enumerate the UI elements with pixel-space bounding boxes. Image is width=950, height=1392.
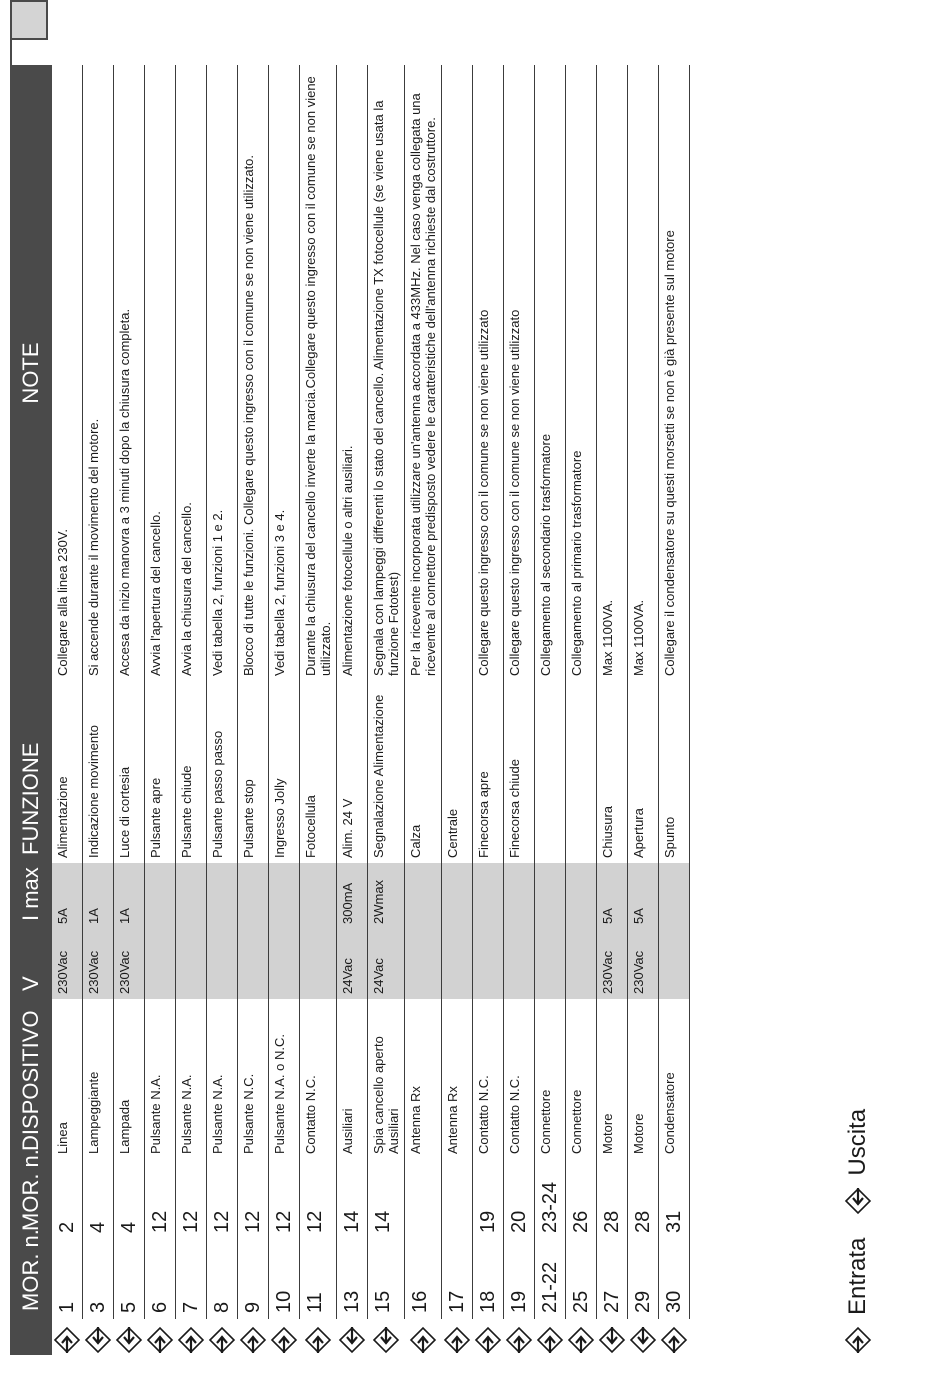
mor-n-1-cell: 15 — [368, 1239, 405, 1319]
mor-n-2-cell: 19 — [473, 1159, 504, 1239]
funzione-cell: Fotocellula — [300, 681, 337, 863]
diamond-arrow-in-icon — [52, 1319, 83, 1355]
i-max-cell — [504, 863, 535, 929]
diamond-arrow-in-icon — [504, 1319, 535, 1355]
note-cell: Vedi tabella 2, funzioni 1 e 2. — [207, 65, 238, 681]
dispositivo-cell: Antenna Rx — [442, 999, 473, 1159]
i-max-cell: 1A — [114, 863, 145, 929]
note-cell: Si accende durante il movimento del motore. — [83, 65, 114, 681]
mor-n-1-cell: 17 — [442, 1239, 473, 1319]
diamond-arrow-out-icon — [597, 1319, 628, 1355]
diamond-arrow-in-icon — [442, 1319, 473, 1355]
funzione-cell: Centrale — [442, 681, 473, 863]
v-cell — [442, 929, 473, 999]
diamond-arrow-in-icon — [269, 1319, 300, 1355]
note-cell: Per la ricevente incorporata utilizzare un'antenna accordata a 433MHz. Nel caso venga collegata una ricevente al connettore predisposto vedere le caratteristiche dell'antenna richieste dal costruttore. — [405, 65, 442, 681]
mor-n-1-cell: 13 — [337, 1239, 368, 1319]
table-row — [52, 65, 83, 1355]
mor-n-1-cell: 8 — [207, 1239, 238, 1319]
mor-n-2-cell — [405, 1159, 442, 1239]
funzione-cell: Indicazione movimento — [83, 681, 114, 863]
table-row — [83, 65, 114, 1355]
mor-n-2-cell: 26 — [566, 1159, 597, 1239]
mor-n-2-cell: 23-24 — [535, 1159, 566, 1239]
diamond-arrow-in-icon — [535, 1319, 566, 1355]
funzione-cell: Segnalazione Alimentazione — [368, 681, 405, 863]
mor-n-2-cell: 12 — [238, 1159, 269, 1239]
i-max-cell — [566, 863, 597, 929]
diamond-arrow-in-icon — [566, 1319, 597, 1355]
table-row — [504, 65, 535, 1355]
funzione-cell: Pulsante apre — [145, 681, 176, 863]
diamond-arrow-in-icon — [405, 1319, 442, 1355]
table-row — [269, 65, 300, 1355]
mor-n-2-cell: 14 — [337, 1159, 368, 1239]
mor-n-1-cell: 10 — [269, 1239, 300, 1319]
dispositivo-cell: Motore — [628, 999, 659, 1159]
mor-n-2-cell: 12 — [176, 1159, 207, 1239]
mor-n-1-cell: 19 — [504, 1239, 535, 1319]
mor-n-2-cell: 12 — [207, 1159, 238, 1239]
funzione-cell: Pulsante passo passo — [207, 681, 238, 863]
funzione-cell: Ingresso Jolly — [269, 681, 300, 863]
funzione-cell: Pulsante chiude — [176, 681, 207, 863]
mor-n-1-cell: 21-22 — [535, 1239, 566, 1319]
terminal-table — [10, 65, 690, 1355]
funzione-cell: Alim. 24 V — [337, 681, 368, 863]
funzione-cell: Luce di cortesia — [114, 681, 145, 863]
diamond-arrow-out-icon — [337, 1319, 368, 1355]
table-row — [535, 65, 566, 1355]
table-row — [207, 65, 238, 1355]
i-max-cell: 300mA — [337, 863, 368, 929]
note-cell: Collegare il condensatore su questi morsetti se non è già presente sul motore — [659, 65, 690, 681]
note-cell: Max 1100VA. — [597, 65, 628, 681]
note-cell: Vedi tabella 2, funzioni 3 e 4. — [269, 65, 300, 681]
note-cell: Collegamento al primario trasformatore — [566, 65, 597, 681]
page-corner-tab — [10, 0, 48, 40]
dispositivo-cell: Connettore — [535, 999, 566, 1159]
i-max-cell: 2Wmax — [368, 863, 405, 929]
note-cell: Avvia la chiusura del cancello. — [176, 65, 207, 681]
diamond-arrow-in-icon — [238, 1319, 269, 1355]
dispositivo-cell: Pulsante N.A. — [207, 999, 238, 1159]
dispositivo-cell: Linea — [52, 999, 83, 1159]
v-cell — [238, 929, 269, 999]
i-max-cell — [535, 863, 566, 929]
table-row — [337, 65, 368, 1355]
table-row — [368, 65, 405, 1355]
i-max-cell — [405, 863, 442, 929]
diamond-arrow-out-icon — [83, 1319, 114, 1355]
mor-n-2-cell — [442, 1159, 473, 1239]
dispositivo-cell: Contatto N.C. — [473, 999, 504, 1159]
i-max-cell — [145, 863, 176, 929]
diamond-arrow-out-icon — [628, 1319, 659, 1355]
mor-n-2-cell: 2 — [52, 1159, 83, 1239]
mor-n-1-cell: 5 — [114, 1239, 145, 1319]
table-row — [114, 65, 145, 1355]
mor-n-1-cell: 1 — [52, 1239, 83, 1319]
diamond-arrow-in-icon — [176, 1319, 207, 1355]
table-row — [659, 65, 690, 1355]
header-funzione: FUNZIONE — [10, 681, 52, 863]
dispositivo-cell: Antenna Rx — [405, 999, 442, 1159]
v-cell — [269, 929, 300, 999]
table-row — [300, 65, 337, 1355]
dispositivo-cell: Motore — [597, 999, 628, 1159]
mor-n-1-cell: 29 — [628, 1239, 659, 1319]
mor-n-1-cell: 11 — [300, 1239, 337, 1319]
i-max-cell — [238, 863, 269, 929]
diamond-arrow-in-icon — [473, 1319, 504, 1355]
i-max-cell — [442, 863, 473, 929]
note-cell — [442, 65, 473, 681]
v-cell: 230Vac — [114, 929, 145, 999]
mor-n-2-cell: 28 — [628, 1159, 659, 1239]
table-row — [597, 65, 628, 1355]
header-mor-n-1: MOR. n. — [10, 1239, 52, 1319]
i-max-cell — [176, 863, 207, 929]
diamond-arrow-in-icon — [843, 1325, 873, 1355]
mor-n-2-cell: 28 — [597, 1159, 628, 1239]
note-cell: Avvia l'apertura del cancello. — [145, 65, 176, 681]
i-max-cell: 5A — [628, 863, 659, 929]
mor-n-2-cell: 14 — [368, 1159, 405, 1239]
dispositivo-cell: Connettore — [566, 999, 597, 1159]
funzione-cell — [566, 681, 597, 863]
table-row — [442, 65, 473, 1355]
note-cell: Blocco di tutte le funzioni. Collegare questo ingresso con il comune se non viene utilizzato. — [238, 65, 269, 681]
note-cell: Accesa da inizio manovra a 3 minuti dopo la chiusura completa. — [114, 65, 145, 681]
i-max-cell — [473, 863, 504, 929]
funzione-cell: Finecorsa apre — [473, 681, 504, 863]
note-cell: Durante la chiusura del cancello inverte la marcia.Collegare questo ingresso con il comune se non viene utilizzato. — [300, 65, 337, 681]
diamond-arrow-out-icon — [843, 1186, 873, 1216]
header-mor-n-2: MOR. n. — [10, 1159, 52, 1239]
v-cell — [207, 929, 238, 999]
dispositivo-cell: Spia cancello aperto Ausiliari — [368, 999, 405, 1159]
note-cell: Collegare alla linea 230V. — [52, 65, 83, 681]
dispositivo-cell: Contatto N.C. — [300, 999, 337, 1159]
mor-n-1-cell: 9 — [238, 1239, 269, 1319]
mor-n-1-cell: 18 — [473, 1239, 504, 1319]
i-max-cell — [207, 863, 238, 929]
diamond-arrow-out-icon — [368, 1319, 405, 1355]
header-v: V — [10, 929, 52, 999]
mor-n-2-cell: 20 — [504, 1159, 535, 1239]
dispositivo-cell: Pulsante N.A. — [176, 999, 207, 1159]
dispositivo-cell: Pulsante N.C. — [238, 999, 269, 1159]
table-row — [176, 65, 207, 1355]
dispositivo-cell: Lampada — [114, 999, 145, 1159]
rotated-terminal-table-area — [10, 65, 950, 1355]
note-cell: Collegare questo ingresso con il comune se non viene utilizzato — [504, 65, 535, 681]
v-cell — [566, 929, 597, 999]
dispositivo-cell: Lampeggiante — [83, 999, 114, 1159]
v-cell — [659, 929, 690, 999]
funzione-cell: Alimentazione — [52, 681, 83, 863]
diamond-arrow-out-icon — [114, 1319, 145, 1355]
v-cell: 230Vac — [597, 929, 628, 999]
diamond-arrow-in-icon — [145, 1319, 176, 1355]
mor-n-1-cell: 25 — [566, 1239, 597, 1319]
mor-n-2-cell: 12 — [145, 1159, 176, 1239]
mor-n-1-cell: 6 — [145, 1239, 176, 1319]
v-cell — [176, 929, 207, 999]
funzione-cell: Finecorsa chiude — [504, 681, 535, 863]
table-row — [473, 65, 504, 1355]
dispositivo-cell: Ausiliari — [337, 999, 368, 1159]
diamond-arrow-in-icon — [300, 1319, 337, 1355]
v-cell: 230Vac — [628, 929, 659, 999]
note-cell: Collegare questo ingresso con il comune se non viene utilizzato — [473, 65, 504, 681]
dispositivo-cell: Contatto N.C. — [504, 999, 535, 1159]
v-cell: 230Vac — [83, 929, 114, 999]
header-row — [10, 65, 52, 1355]
funzione-cell: Chiusura — [597, 681, 628, 863]
i-max-cell — [659, 863, 690, 929]
note-cell: Alimentazione fotocellule o altri ausiliari. — [337, 65, 368, 681]
i-max-cell: 1A — [83, 863, 114, 929]
table-row — [566, 65, 597, 1355]
note-cell: Segnala con lampeggi differenti lo stato del cancello. Alimentazione TX fotocellule (se viene usata la funzione Fototest) — [368, 65, 405, 681]
mor-n-1-cell: 7 — [176, 1239, 207, 1319]
i-max-cell: 5A — [597, 863, 628, 929]
mor-n-2-cell: 4 — [114, 1159, 145, 1239]
mor-n-2-cell: 4 — [83, 1159, 114, 1239]
mor-n-1-cell: 30 — [659, 1239, 690, 1319]
funzione-cell: Calza — [405, 681, 442, 863]
mor-n-2-cell: 12 — [300, 1159, 337, 1239]
legend-entrata: Entrata — [844, 1237, 871, 1315]
funzione-cell: Apertura — [628, 681, 659, 863]
v-cell — [473, 929, 504, 999]
mor-n-1-cell: 27 — [597, 1239, 628, 1319]
i-max-cell — [269, 863, 300, 929]
dispositivo-cell: Condensatore — [659, 999, 690, 1159]
table-row — [405, 65, 442, 1355]
note-cell: Max 1100VA. — [628, 65, 659, 681]
v-cell: 24Vac — [337, 929, 368, 999]
mor-n-1-cell: 16 — [405, 1239, 442, 1319]
dispositivo-cell: Pulsante N.A. o N.C. — [269, 999, 300, 1159]
header-dispositivo: DISPOSITIVO — [10, 999, 52, 1159]
table-row — [145, 65, 176, 1355]
funzione-cell: Pulsante stop — [238, 681, 269, 863]
legend-uscita: Uscita — [844, 1108, 871, 1176]
header-note: NOTE — [10, 65, 52, 681]
i-max-cell: 5A — [52, 863, 83, 929]
diamond-arrow-in-icon — [659, 1319, 690, 1355]
mor-n-2-cell: 31 — [659, 1159, 690, 1239]
funzione-cell: Spunto — [659, 681, 690, 863]
v-cell: 24Vac — [368, 929, 405, 999]
table-row — [238, 65, 269, 1355]
diamond-arrow-in-icon — [207, 1319, 238, 1355]
v-cell — [535, 929, 566, 999]
legend — [828, 1109, 888, 1355]
v-cell: 230Vac — [52, 929, 83, 999]
note-cell: Collegamento al secondario trasformatore — [535, 65, 566, 681]
dispositivo-cell: Pulsante N.A. — [145, 999, 176, 1159]
v-cell — [145, 929, 176, 999]
v-cell — [405, 929, 442, 999]
v-cell — [300, 929, 337, 999]
v-cell — [504, 929, 535, 999]
i-max-cell — [300, 863, 337, 929]
header-symbol — [10, 1319, 52, 1355]
header-i-max: I max — [10, 863, 52, 929]
funzione-cell — [535, 681, 566, 863]
mor-n-1-cell: 3 — [83, 1239, 114, 1319]
table-row — [628, 65, 659, 1355]
mor-n-2-cell: 12 — [269, 1159, 300, 1239]
